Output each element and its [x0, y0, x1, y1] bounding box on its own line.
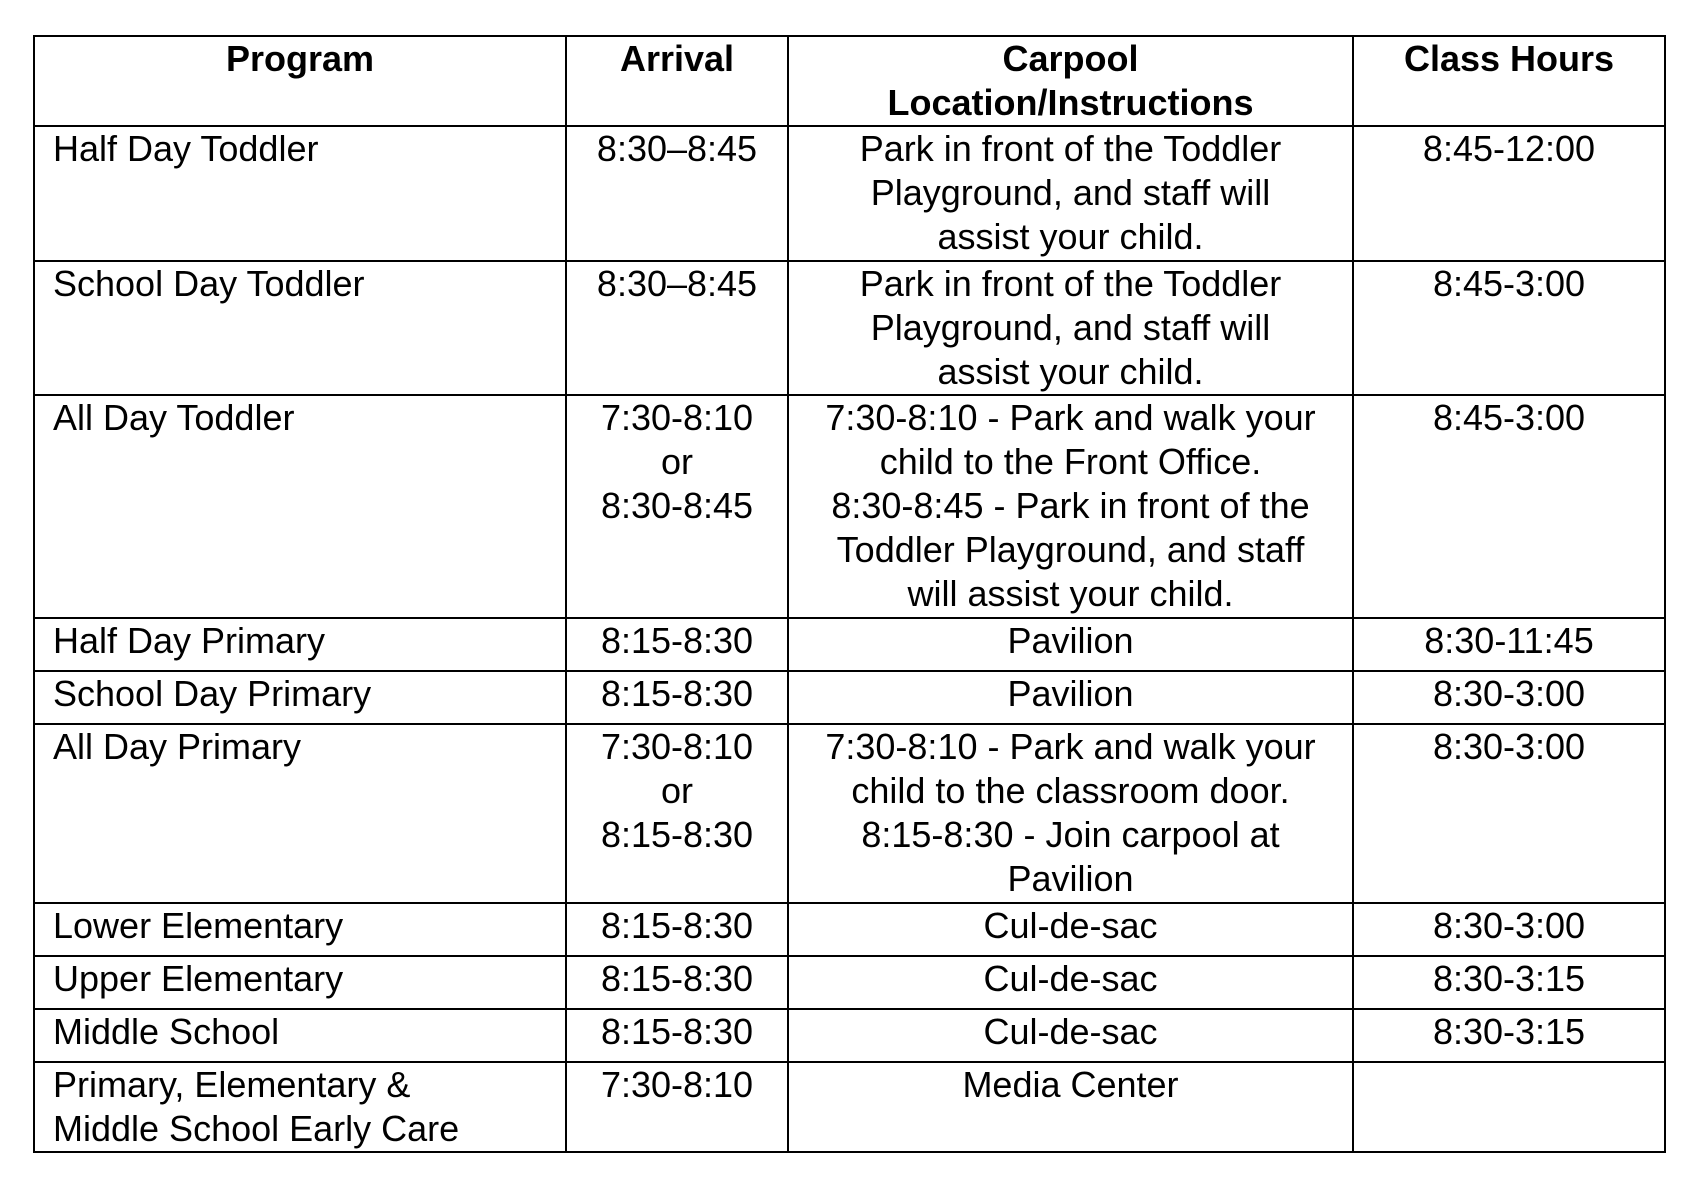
- cell-line: 8:45-12:00: [1422, 128, 1596, 169]
- cell-line: 8:30–8:45: [596, 128, 758, 169]
- header-program: Program: [34, 36, 566, 126]
- table-row: [34, 126, 1665, 261]
- cell-line: 8:15-8:30: [600, 673, 754, 714]
- carpool-instructions-cell: [788, 724, 1353, 903]
- table-row: [34, 618, 1665, 671]
- carpool-instructions-cell: [788, 1009, 1353, 1062]
- cell-line: 8:30-8:45: [600, 485, 754, 526]
- table-row: [34, 671, 1665, 724]
- program-cell: [34, 261, 566, 395]
- cell-line: 8:45-3:00: [1432, 263, 1586, 304]
- cell-line: Half Day Primary: [53, 620, 326, 661]
- class-hours-cell: [1353, 671, 1665, 724]
- carpool-instructions-cell: [788, 1062, 1353, 1152]
- program-cell: [34, 395, 566, 618]
- cell-line: All Day Primary: [53, 726, 302, 767]
- arrival-schedule-table: [33, 35, 1666, 1153]
- cell-line: 8:30-3:00: [1432, 905, 1586, 946]
- table-row: [34, 956, 1665, 1009]
- table-row: [34, 903, 1665, 956]
- program-cell: [34, 671, 566, 724]
- header-row: [34, 36, 1665, 126]
- cell-line: 8:15-8:30: [600, 905, 754, 946]
- class-hours-cell: [1353, 261, 1665, 395]
- arrival-cell: [566, 1009, 788, 1062]
- cell-line: 8:15-8:30 - Join carpool at: [861, 814, 1280, 855]
- class-hours-cell: [1353, 126, 1665, 261]
- cell-line: Park in front of the Toddler: [859, 263, 1282, 304]
- cell-line: 8:30-8:45 - Park in front of the: [831, 485, 1310, 526]
- cell-line: Middle School Early Care: [53, 1108, 460, 1149]
- carpool-instructions-cell: [788, 395, 1353, 618]
- cell-line: Pavilion: [1007, 858, 1134, 899]
- arrival-cell: [566, 261, 788, 395]
- arrival-cell: [566, 618, 788, 671]
- cell-line: 7:30-8:10 - Park and walk your: [825, 397, 1316, 438]
- cell-line: Playground, and staff will: [870, 307, 1271, 348]
- cell-line: 8:30-3:00: [1432, 726, 1586, 767]
- class-hours-cell: [1353, 956, 1665, 1009]
- program-cell: [34, 903, 566, 956]
- cell-line: Cul-de-sac: [983, 1011, 1158, 1052]
- cell-line: Playground, and staff will: [870, 172, 1271, 213]
- cell-line: Toddler Playground, and staff: [836, 529, 1305, 570]
- header-carpool: Carpool Location/Instructions: [788, 36, 1353, 126]
- cell-line: child to the Front Office.: [879, 441, 1262, 482]
- table-row: [34, 1009, 1665, 1062]
- arrival-cell: [566, 956, 788, 1009]
- cell-line: 8:30–8:45: [596, 263, 758, 304]
- table-row: [34, 724, 1665, 903]
- cell-line: 8:15-8:30: [600, 814, 754, 855]
- table-row: [34, 261, 1665, 395]
- carpool-instructions-cell: [788, 618, 1353, 671]
- cell-line: 8:15-8:30: [600, 958, 754, 999]
- cell-line: 7:30-8:10: [600, 1064, 754, 1105]
- carpool-instructions-cell: [788, 126, 1353, 261]
- arrival-cell: [566, 126, 788, 261]
- header-arrival: Arrival: [566, 36, 788, 126]
- cell-line: 8:45-3:00: [1432, 397, 1586, 438]
- program-cell: [34, 956, 566, 1009]
- class-hours-cell: [1353, 1009, 1665, 1062]
- program-cell: [34, 724, 566, 903]
- arrival-cell: [566, 395, 788, 618]
- cell-line: Media Center: [962, 1064, 1179, 1105]
- cell-line: Pavilion: [1007, 620, 1134, 661]
- cell-line: Half Day Toddler: [53, 128, 319, 169]
- class-hours-cell: [1353, 903, 1665, 956]
- program-cell: [34, 618, 566, 671]
- cell-line: 8:15-8:30: [600, 1011, 754, 1052]
- cell-line: 8:30-3:00: [1432, 673, 1586, 714]
- table-row: [34, 1062, 1665, 1152]
- table-body: [34, 126, 1665, 1152]
- cell-line: 8:30-3:15: [1432, 1011, 1586, 1052]
- cell-line: 8:30-3:15: [1432, 958, 1586, 999]
- cell-line: or: [660, 441, 693, 482]
- class-hours-cell: [1353, 1062, 1665, 1152]
- cell-line: 7:30-8:10 - Park and walk your: [825, 726, 1316, 767]
- cell-line: assist your child.: [937, 351, 1204, 392]
- cell-line: Lower Elementary: [53, 905, 344, 946]
- cell-line: will assist your child.: [907, 573, 1234, 614]
- cell-line: or: [660, 770, 693, 811]
- class-hours-cell: [1353, 395, 1665, 618]
- carpool-instructions-cell: [788, 261, 1353, 395]
- program-cell: [34, 1009, 566, 1062]
- cell-line: Middle School: [53, 1011, 280, 1052]
- cell-line: assist your child.: [937, 216, 1204, 257]
- cell-line: School Day Toddler: [53, 263, 365, 304]
- program-cell: [34, 1062, 566, 1152]
- table-row: [34, 395, 1665, 618]
- arrival-cell: [566, 1062, 788, 1152]
- cell-line: Cul-de-sac: [983, 905, 1158, 946]
- cell-line: Park in front of the Toddler: [859, 128, 1282, 169]
- header-class-hours: Class Hours: [1353, 36, 1665, 126]
- cell-line: 7:30-8:10: [600, 397, 754, 438]
- carpool-instructions-cell: [788, 956, 1353, 1009]
- cell-line: Cul-de-sac: [983, 958, 1158, 999]
- cell-line: Primary, Elementary &: [53, 1064, 411, 1105]
- cell-line: Upper Elementary: [53, 958, 344, 999]
- program-cell: [34, 126, 566, 261]
- cell-line: 8:30-11:45: [1424, 620, 1594, 661]
- cell-line: 7:30-8:10: [600, 726, 754, 767]
- class-hours-cell: [1353, 618, 1665, 671]
- cell-line: Pavilion: [1007, 673, 1134, 714]
- cell-line: All Day Toddler: [53, 397, 295, 438]
- class-hours-cell: [1353, 724, 1665, 903]
- cell-line: child to the classroom door.: [851, 770, 1290, 811]
- arrival-cell: [566, 724, 788, 903]
- cell-line: School Day Primary: [53, 673, 372, 714]
- cell-line: 8:15-8:30: [600, 620, 754, 661]
- arrival-cell: [566, 671, 788, 724]
- carpool-instructions-cell: [788, 903, 1353, 956]
- arrival-cell: [566, 903, 788, 956]
- carpool-instructions-cell: [788, 671, 1353, 724]
